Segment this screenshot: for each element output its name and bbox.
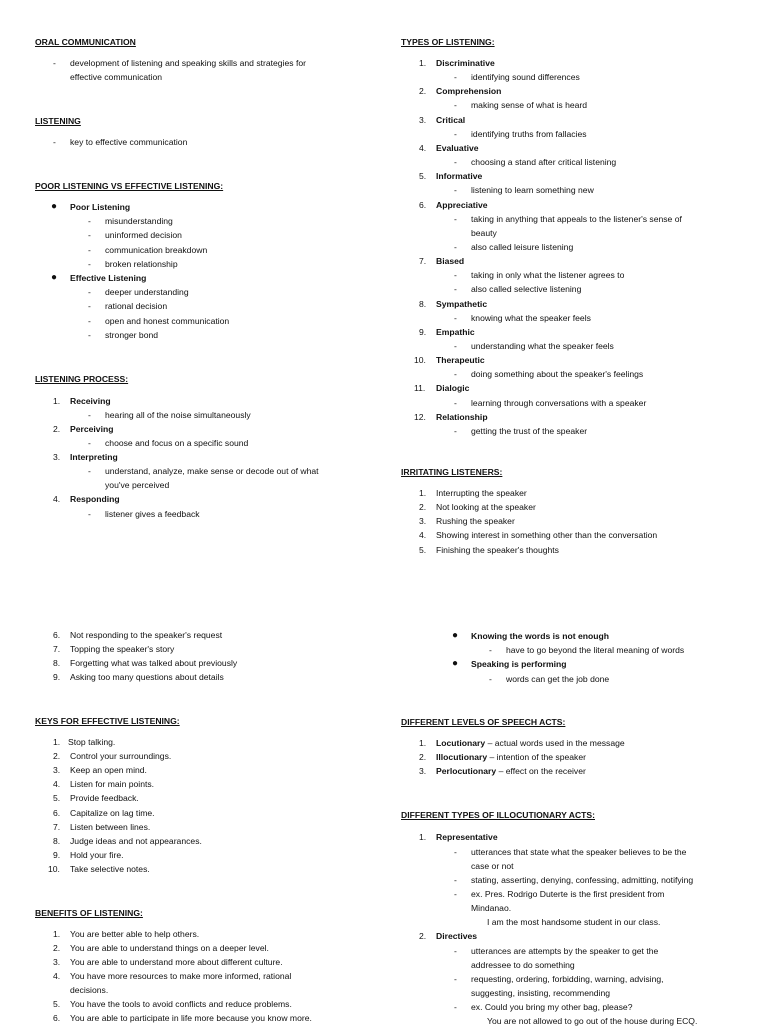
benefit-item: You have the tools to avoid conflicts and reduce problems. (70, 999, 292, 1009)
directives-text: You are not allowed to go out of the house during ECQ. (487, 1016, 698, 1026)
keys-heading: KEYS FOR EFFECTIVE LISTENING: (35, 716, 180, 726)
list-number: 8. (53, 835, 61, 846)
effective-listening-item: open and honest communication (105, 316, 230, 326)
key-item: Hold your fire. (70, 849, 124, 860)
step-number: 3. (53, 452, 61, 462)
listening-type-label: Informative (436, 171, 483, 182)
directives-text: suggesting, insisting, recommending (471, 988, 611, 998)
key-item: Take selective notes. (70, 863, 150, 874)
step-description: listener gives a feedback (105, 509, 200, 519)
listening-type-label: Empathic (436, 326, 475, 337)
speaking-performing-item: words can get the job done (506, 674, 610, 684)
effective-listening-label: Effective Listening (70, 273, 147, 283)
representative-text: Mindanao. (471, 903, 512, 913)
listening-type-label: Critical (436, 114, 466, 125)
list-number: 4. (53, 971, 61, 981)
directives-label: Directives (436, 931, 478, 941)
benefit-item: You are able to understand things on a deeper level. (70, 943, 269, 953)
list-number: 6. (53, 1013, 61, 1023)
list-number: 7. (53, 821, 61, 832)
benefit-item: You have more resources to make more informed, rational (70, 971, 292, 981)
list-number: 4. (419, 530, 427, 540)
poor-listening-item: broken relationship (105, 259, 178, 269)
list-number: 7. (419, 256, 427, 267)
irritating-item: Showing interest in something other than the conversation (436, 530, 658, 540)
key-item: Capitalize on lag time. (70, 807, 155, 818)
benefit-item: You are better able to help others. (70, 929, 200, 939)
dash: - (88, 438, 91, 448)
dash: - (454, 185, 457, 196)
key-item: Provide feedback. (70, 793, 139, 804)
list-number: 2. (419, 502, 427, 512)
poor-listening-label: Poor Listening (70, 202, 131, 212)
list-number: 11. (414, 383, 426, 394)
level-text: – effect on the receiver (496, 766, 586, 776)
listening-type-description: choosing a stand after critical listening (471, 157, 617, 168)
effective-listening-item: stronger bond (105, 330, 159, 340)
dash: - (88, 316, 91, 326)
list-number: 2. (53, 943, 61, 953)
poor-listening-item: misunderstanding (105, 216, 173, 226)
benefit-item: You are able to participate in life more because you know more. (70, 1013, 312, 1023)
step-description: choose and focus on a specific sound (105, 438, 249, 448)
dash: - (454, 889, 457, 899)
dash: - (88, 259, 91, 269)
listening-type-label: Discriminative (436, 58, 495, 68)
listening-type-description: taking in anything that appeals to the listener's sense of (471, 213, 682, 224)
dash: - (88, 216, 91, 226)
key-item: Stop talking. (68, 737, 116, 747)
list-number: 3. (419, 766, 427, 776)
levels-heading: DIFFERENT LEVELS OF SPEECH ACTS: (401, 717, 566, 727)
list-number: 5. (419, 545, 427, 555)
list-number: 2. (419, 752, 427, 762)
list-number: 5. (53, 793, 61, 804)
level-label: Perlocutionary (436, 766, 497, 776)
dash: - (88, 230, 91, 240)
listening-type-description: knowing what the speaker feels (471, 312, 591, 323)
listening-type-label: Dialogic (436, 383, 470, 394)
listening-type-label: Comprehension (436, 86, 502, 97)
directives-text: requesting, ordering, forbidding, warning, advising, (471, 974, 664, 984)
listening-heading: LISTENING (35, 116, 81, 126)
irritating-listeners-heading: IRRITATING LISTENERS: (401, 467, 503, 477)
dash: - (88, 287, 91, 297)
list-number: 6. (53, 807, 61, 818)
level-perlocutionary (436, 764, 586, 778)
effective-listening-item: deeper understanding (105, 287, 189, 297)
oral-definition-line2: effective communication (70, 72, 163, 82)
list-number: 2. (419, 86, 427, 97)
listening-type-label: Sympathetic (436, 298, 488, 309)
oral-communication-heading: ORAL COMMUNICATION (35, 37, 136, 47)
key-item: Control your surroundings. (70, 751, 172, 762)
dash: - (454, 974, 457, 984)
dash: - (454, 270, 457, 281)
dash: - (454, 369, 457, 380)
list-number: 1. (53, 929, 61, 939)
dash: - (454, 847, 457, 857)
irritating-item: Topping the speaker's story (70, 644, 175, 654)
key-item: Judge ideas and not appearances. (70, 835, 202, 846)
dash: - (88, 509, 91, 519)
knowing-words-label: Knowing the words is not enough (471, 631, 609, 641)
dash: - (53, 58, 56, 68)
directives-text: ex. Could you bring my other bag, please? (471, 1002, 633, 1012)
step-number: 4. (53, 494, 61, 504)
listening-type-label: Appreciative (436, 199, 488, 210)
irritating-item: Finishing the speaker's thoughts (436, 545, 559, 555)
oral-definition-line1: development of listening and speaking skills and strategies for (70, 58, 306, 68)
representative-text: ex. Pres. Rodrigo Duterte is the first president from (471, 889, 665, 899)
listening-type-label: Therapeutic (436, 355, 485, 366)
benefit-item: You are able to understand more about different culture. (70, 957, 283, 967)
step-description: understand, analyze, make sense or decode out of what (105, 466, 319, 476)
step-number: 2. (53, 424, 61, 434)
irritating-item: Interrupting the speaker (436, 488, 527, 498)
dash: - (454, 312, 457, 323)
listening-definition: key to effective communication (70, 137, 188, 147)
list-number: 5. (53, 999, 61, 1009)
dash: - (88, 301, 91, 311)
level-text: – intention of the speaker (487, 752, 586, 762)
level-label: Illocutionary (436, 752, 488, 762)
level-illocutionary (436, 750, 586, 764)
key-item: Keep an open mind. (70, 765, 147, 776)
list-number: 1. (53, 737, 61, 747)
list-number: 1. (419, 738, 427, 748)
dash: - (454, 1002, 457, 1012)
dash: - (53, 137, 56, 147)
dash: - (454, 241, 457, 252)
list-number: 5. (419, 171, 427, 182)
listening-type-description: doing something about the speaker's feelings (471, 369, 644, 380)
listening-type-description: getting the trust of the speaker (471, 425, 588, 436)
step-label-interpreting: Interpreting (70, 452, 118, 462)
list-number: 9. (419, 326, 427, 337)
listening-type-description: also called leisure listening (471, 241, 574, 252)
step-description: hearing all of the noise simultaneously (105, 410, 251, 420)
list-number: 9. (53, 672, 61, 682)
list-number: 10. (48, 863, 60, 874)
illocutionary-types-heading: DIFFERENT TYPES OF ILLOCUTIONARY ACTS: (401, 810, 595, 820)
level-locutionary (436, 736, 625, 750)
dash: - (454, 100, 457, 111)
step-label-perceiving: Perceiving (70, 424, 114, 434)
list-number: 8. (419, 298, 427, 309)
representative-text: utterances that state what the speaker believes to be the (471, 847, 687, 857)
list-number: 7. (53, 644, 61, 654)
poor-listening-item: uninformed decision (105, 230, 182, 240)
list-number: 9. (53, 849, 61, 860)
list-number: 6. (419, 199, 427, 210)
irritating-item: Forgetting what was talked about previously (70, 658, 238, 668)
benefits-heading: BENEFITS OF LISTENING: (35, 908, 143, 918)
level-text: – actual words used in the message (485, 738, 625, 748)
representative-text: stating, asserting, denying, confessing, admitting, notifying (471, 875, 694, 885)
dash: - (489, 674, 492, 684)
dash: - (454, 875, 457, 885)
list-number: 4. (419, 142, 427, 153)
step-number: 1. (53, 396, 61, 406)
knowing-words-item: have to go beyond the literal meaning of words (506, 645, 685, 655)
listening-type-description: listening to learn something new (471, 185, 594, 196)
step-description: you've perceived (105, 480, 170, 490)
list-number: 8. (53, 658, 61, 668)
list-number: 3. (419, 516, 427, 526)
key-item: Listen for main points. (70, 779, 155, 790)
dash: - (454, 72, 457, 83)
irritating-item: Rushing the speaker (436, 516, 515, 526)
listening-type-label: Relationship (436, 411, 488, 422)
list-number: 1. (419, 488, 427, 498)
listening-type-description: taking in only what the listener agrees to (471, 270, 625, 281)
effective-listening-item: rational decision (105, 301, 168, 311)
list-number: 2. (419, 931, 427, 941)
dash: - (454, 946, 457, 956)
poor-listening-item: communication breakdown (105, 245, 208, 255)
listening-type-label: Biased (436, 256, 465, 267)
poor-vs-effective-heading: POOR LISTENING VS EFFECTIVE LISTENING: (35, 181, 224, 191)
bullet-icon: ● (452, 630, 459, 641)
list-number: 2. (53, 751, 61, 762)
listening-type-description: also called selective listening (471, 284, 582, 295)
dash: - (88, 330, 91, 340)
dash: - (454, 425, 457, 436)
bullet-icon: ● (51, 272, 58, 283)
listening-type-description: understanding what the speaker feels (471, 341, 614, 351)
dash: - (88, 245, 91, 255)
list-number: 1. (419, 58, 427, 68)
dash: - (489, 645, 492, 655)
dash: - (88, 410, 91, 420)
directives-text: addressee to do something (471, 960, 575, 970)
dash: - (454, 157, 457, 168)
bullet-icon: ● (452, 658, 459, 669)
list-number: 3. (419, 114, 427, 125)
list-number: 12. (414, 411, 426, 422)
list-number: 10. (414, 355, 426, 366)
dash: - (454, 397, 457, 408)
step-label-responding: Responding (70, 494, 120, 504)
key-item: Listen between lines. (70, 821, 151, 832)
list-number: 3. (53, 765, 61, 776)
irritating-item: Not looking at the speaker (436, 502, 536, 512)
dash: - (88, 466, 91, 476)
list-number: 3. (53, 957, 61, 967)
listening-type-label: Evaluative (436, 142, 479, 153)
listening-type-description: making sense of what is heard (471, 100, 588, 111)
listening-type-description: identifying sound differences (471, 72, 580, 83)
level-label: Locutionary (436, 738, 486, 748)
irritating-item: Not responding to the speaker's request (70, 630, 223, 640)
types-of-listening-heading: TYPES OF LISTENING: (401, 37, 495, 47)
dash: - (454, 213, 457, 224)
representative-text: case or not (471, 861, 514, 871)
list-number: 1. (419, 832, 427, 842)
step-label-receiving: Receiving (70, 396, 111, 406)
list-number: 6. (53, 630, 61, 640)
listening-process-heading: LISTENING PROCESS: (35, 374, 129, 384)
directives-text: utterances are attempts by the speaker to get the (471, 946, 659, 956)
dash: - (454, 341, 457, 351)
bullet-icon: ● (51, 201, 58, 212)
representative-text: I am the most handsome student in our class. (487, 917, 661, 927)
dash: - (454, 284, 457, 295)
listening-type-description: beauty (471, 227, 497, 238)
listening-type-description: learning through conversations with a speaker (471, 397, 647, 408)
representative-label: Representative (436, 832, 498, 842)
listening-type-description: identifying truths from fallacies (471, 128, 587, 139)
dash: - (454, 128, 457, 139)
list-number: 4. (53, 779, 61, 790)
irritating-item: Asking too many questions about details (70, 672, 224, 682)
benefit-item: decisions. (70, 985, 109, 995)
speaking-performing-label: Speaking is performing (471, 659, 567, 669)
